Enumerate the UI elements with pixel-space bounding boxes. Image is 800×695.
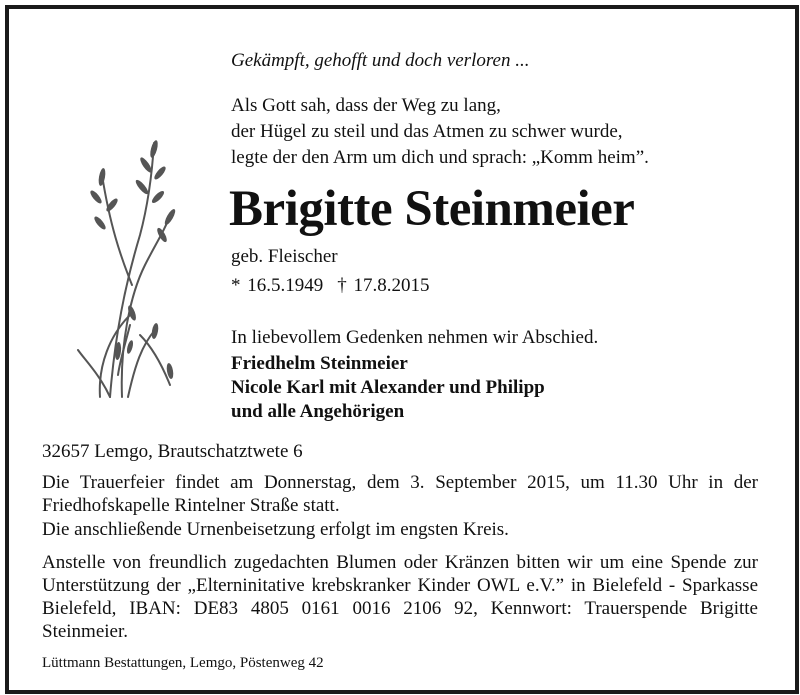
birth-name: geb. Fleischer bbox=[231, 246, 338, 267]
urn-burial-paragraph: Die anschließende Urnenbeisetzung erfolgt im engsten Kreis. bbox=[42, 519, 509, 540]
family-address: 32657 Lemgo, Brautschatztwete 6 bbox=[42, 441, 303, 462]
poem-line: der Hügel zu steil und das Atmen zu schwer wurde, bbox=[231, 121, 623, 142]
birth-date: * 16.5.1949 bbox=[231, 275, 324, 296]
funeral-service-paragraph: Die Trauerfeier findet am Donnerstag, dem 3. September 2015, um 11.30 Uhr in der Friedhofskapelle Rintelner Straße statt. bbox=[42, 472, 758, 516]
farewell-line: In liebevollem Gedenken nehmen wir Abschied. bbox=[231, 327, 599, 348]
mourners-list bbox=[231, 352, 545, 424]
poem bbox=[231, 93, 649, 171]
poem-line: Als Gott sah, dass der Weg zu lang, bbox=[231, 95, 501, 116]
mourner-name: Nicole Karl mit Alexander und Philipp bbox=[231, 377, 545, 398]
deceased-name: Brigitte Steinmeier bbox=[229, 181, 635, 237]
mourner-name: Friedhelm Steinmeier bbox=[231, 353, 408, 374]
life-dates bbox=[231, 275, 430, 297]
death-date: † 17.8.2015 bbox=[337, 275, 430, 296]
funeral-home-footer: Lüttmann Bestattungen, Lemgo, Pöstenweg 42 bbox=[42, 655, 324, 671]
mourner-name: und alle Angehörigen bbox=[231, 401, 405, 422]
grass-illustration bbox=[70, 135, 180, 400]
donation-paragraph: Anstelle von freundlich zugedachten Blumen oder Kränzen bitten wir um eine Spende zur Unterstützung der „Elterninitative krebskranker Kinder OWL e.V.” in Bielefeld - Sparkasse Bielefeld, IBAN: DE83 4805 0161 0016 2106 92, Kennwort: Trauerspende Brigitte Steinmeier. bbox=[42, 552, 758, 642]
motto-line: Gekämpft, gehofft und doch verloren ... bbox=[231, 50, 530, 71]
poem-line: legte der den Arm um dich und sprach: „Komm heim”. bbox=[231, 147, 649, 168]
